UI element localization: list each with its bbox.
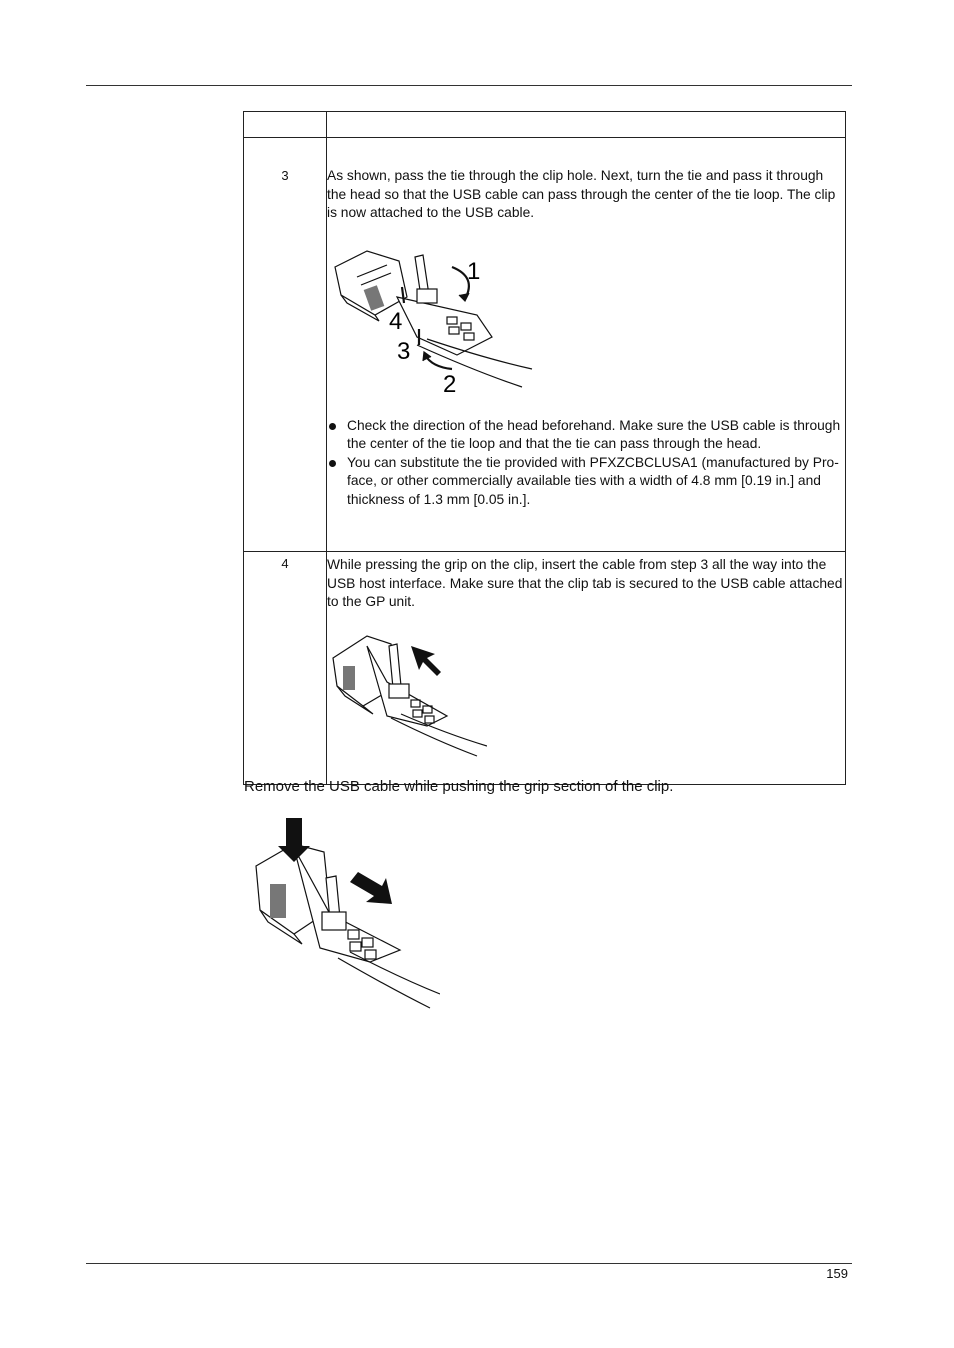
step-number: 4	[281, 556, 289, 571]
list-item: You can substitute the tie provided with PFXZCBCLUSA1 (manufactured by Pro-face, or other commercially available ties with a width of 4.8 mm [0.19 in.] and thickness of 1.3 mm [0.05 in.].	[327, 454, 845, 510]
table-header-row	[244, 112, 846, 138]
figure-label: 1	[467, 257, 481, 285]
step-action-cell	[327, 138, 846, 552]
step-instruction: As shown, pass the tie through the clip hole. Next, turn the tie and pass it through the head so that the USB cable can pass through the center of the tie loop. The clip is now attached to the USB cable.	[327, 168, 836, 220]
table-row	[244, 552, 846, 785]
figure-label: 3	[397, 337, 411, 365]
clip-insert-illustration	[327, 626, 487, 761]
page-number: 159	[826, 1266, 848, 1281]
figure-label: 2	[443, 370, 457, 397]
header-rule	[86, 85, 852, 86]
clip-removal-illustration	[250, 818, 440, 1013]
step-instruction: While pressing the grip on the clip, insert the cable from step 3 all the way into the USB host interface. Make sure that the clip tab is secured to the USB cable attached to the GP unit.	[327, 557, 843, 609]
action-column-header	[327, 112, 846, 138]
step-number-cell	[244, 552, 327, 785]
clip-attach-illustration	[327, 237, 537, 397]
step-column-header	[244, 112, 327, 138]
removal-instruction: Remove the USB cable while pushing the grip section of the clip.	[244, 778, 674, 795]
table-row	[244, 138, 846, 552]
step-action-cell	[327, 552, 846, 785]
notes-list	[327, 417, 845, 510]
step-number: 3	[281, 168, 289, 183]
list-item: Check the direction of the head beforehand. Make sure the USB cable is through the center of the tie loop and that the tie can pass through the head.	[327, 417, 845, 454]
procedure-table	[243, 111, 846, 785]
footer-rule	[86, 1263, 852, 1264]
figure-label: 4	[389, 307, 403, 335]
step-number-cell	[244, 138, 327, 552]
